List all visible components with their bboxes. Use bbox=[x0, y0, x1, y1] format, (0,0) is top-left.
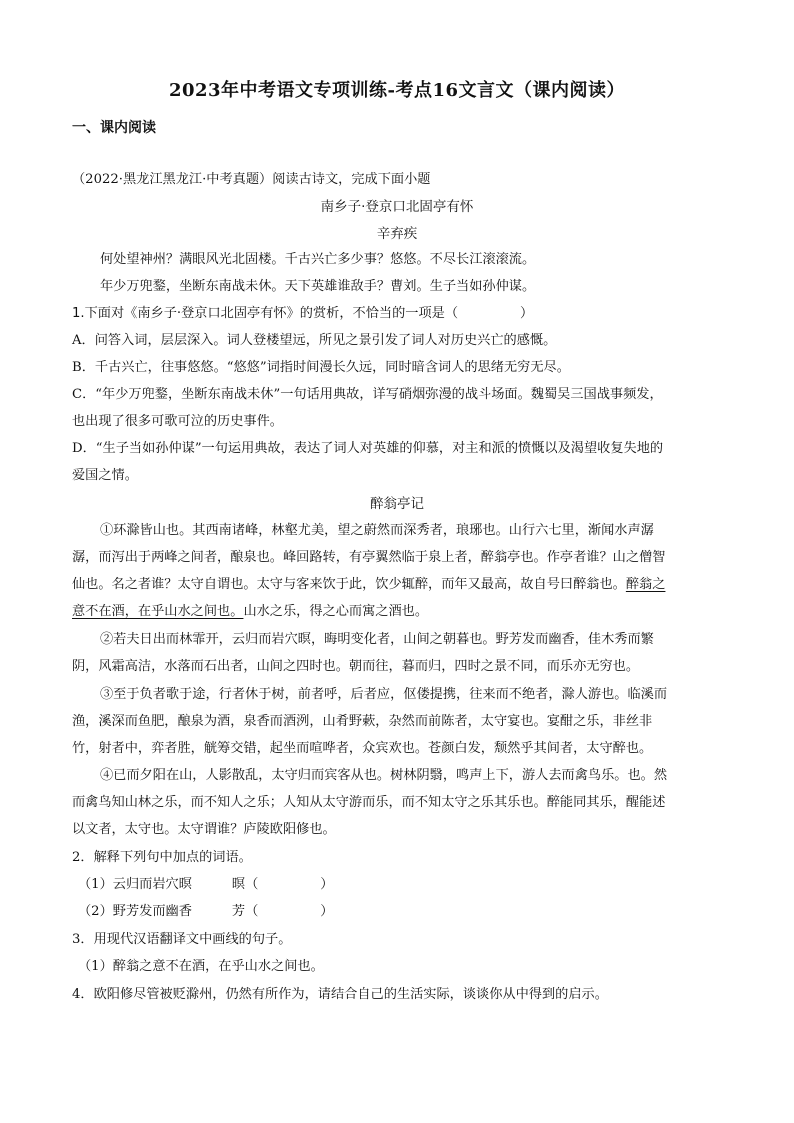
essay-paragraph-3-line: 渔，溪深而鱼肥，酿泉为酒，泉香而酒洌，山肴野蔌，杂然而前陈者，太守宴也。宴酣之乐，非丝非 bbox=[72, 714, 653, 729]
essay-title: 醉翁亭记 bbox=[370, 496, 424, 512]
question-3-item-1: （1）醉翁之意不在酒，在乎山水之间也。 bbox=[78, 959, 324, 974]
underlined-sentence: 醉翁之 bbox=[625, 577, 666, 592]
page-title: 2023年中考语文专项训练-考点16文言文（课内阅读） bbox=[168, 80, 626, 101]
item-word: 芳（ bbox=[231, 904, 259, 919]
essay-paragraph-1-line: ①环滁皆山也。其西南诸峰，林壑尤美，望之蔚然而深秀者，琅琊也。山行六七里，渐闻水声潺 bbox=[100, 523, 654, 538]
option-a: A．问答入词，层层深入。词人登楼望远，所见之景引发了词人对历史兴亡的感慨。 bbox=[72, 333, 557, 348]
option-d-continued: 爱国之情。 bbox=[72, 468, 138, 483]
essay-text: 山水之乐，得之心而寓之酒也。 bbox=[243, 604, 429, 619]
item-sentence: （2）野芳发而幽香 bbox=[78, 904, 192, 919]
poem-author: 辛弃疾 bbox=[376, 226, 418, 242]
poem-line: 何处望神州？满眼风光北固楼。千古兴亡多少事？悠悠。不尽长江滚滚流。 bbox=[100, 252, 536, 267]
essay-paragraph-1-line bbox=[72, 603, 428, 621]
question-2-item-1 bbox=[78, 876, 333, 894]
essay-text: 仙也。名之者谁？太守自谓也。太守与客来饮于此，饮少辄醉，而年又最高，故自号曰醉翁也。 bbox=[72, 577, 626, 592]
source-line: （2022·黑龙江黑龙江·中考真题）阅读古诗文，完成下面小题 bbox=[72, 172, 431, 187]
option-b: B．千古兴亡，往事悠悠。“悠悠”词指时间漫长久远，同时暗含词人的思绪无穷无尽。 bbox=[72, 360, 570, 375]
essay-paragraph-3-line: ③至于负者歌于途，行者休于树，前者呼，后者应，伛偻提携，往来而不绝者，滁人游也。临溪而 bbox=[100, 687, 668, 702]
essay-paragraph-4-line: 而禽鸟知山林之乐，而不知人之乐；人知从太守游而乐，而不知太守之乐其乐也。醉能同其乐，醒能述 bbox=[72, 795, 666, 810]
section-heading: 一、课内阅读 bbox=[72, 120, 156, 136]
essay-paragraph-4-line: ④已而夕阳在山，人影散乱，太守归而宾客从也。树林阴翳，鸣声上下，游人去而禽鸟乐。也。然 bbox=[100, 768, 668, 783]
item-word-end: ） bbox=[320, 877, 334, 892]
essay-paragraph-3-line: 竹，射者中，弈者胜，觥筹交错，起坐而喧哗者，众宾欢也。苍颜白发，颓然乎其间者，太守醉也。 bbox=[72, 741, 653, 756]
poem-line: 年少万兜鍪，坐断东南战未休。天下英雄谁敌手？曹刘。生子当如孙仲谋。 bbox=[100, 279, 536, 294]
poem-title: 南乡子·登京口北固亭有怀 bbox=[320, 199, 474, 215]
question-2-item-2 bbox=[78, 903, 333, 921]
question-1-stem bbox=[72, 305, 533, 323]
essay-paragraph-1-line: 潺，而泻出于两峰之间者，酿泉也。峰回路转，有亭翼然临于泉上者，醉翁亭也。作亭者谁？山之僧智 bbox=[72, 550, 666, 565]
option-c: C．“年少万兜鍪，坐断东南战未休”一句话用典故，详写硝烟弥漫的战斗场面。魏蜀吴三国战事频发， bbox=[72, 387, 663, 402]
underlined-sentence: 意不在酒，在乎山水之间也。 bbox=[72, 604, 244, 619]
item-sentence: （1）云归而岩穴暝 bbox=[78, 877, 192, 892]
question-3-stem: 3．用现代汉语翻译文中画线的句子。 bbox=[72, 932, 292, 947]
essay-paragraph-1-line bbox=[72, 576, 665, 594]
question-1-stem-end: ） bbox=[520, 306, 534, 321]
essay-paragraph-2-line: 阴，风霜高洁，水落而石出者，山间之四时也。朝而往，暮而归，四时之景不同，而乐亦无穷也。 bbox=[72, 659, 640, 674]
question-2-stem: 2．解释下列句中加点的词语。 bbox=[72, 850, 252, 865]
essay-paragraph-2-line: ②若夫日出而林霏开，云归而岩穴暝，晦明变化者，山间之朝暮也。野芳发而幽香，佳木秀而繁 bbox=[100, 632, 654, 647]
question-1-stem-text: 1.下面对《南乡子·登京口北固亭有怀》的赏析，不恰当的一项是（ bbox=[72, 306, 459, 321]
question-4-stem: 4．欧阳修尽管被贬滁州，仍然有所作为，请结合自己的生活实际，谈谈你从中得到的启示。 bbox=[72, 987, 608, 1002]
option-c-continued: 也出现了很多可歌可泣的历史事件。 bbox=[72, 414, 283, 429]
option-d: D．“生子当如孙仲谋”一句运用典故，表达了词人对英雄的仰慕，对主和派的愤慨以及渴望收复失地的 bbox=[72, 441, 664, 456]
item-word: 暝（ bbox=[231, 877, 259, 892]
essay-paragraph-4-line: 以文者，太守也。太守谓谁？庐陵欧阳修也。 bbox=[72, 822, 336, 837]
item-word-end: ） bbox=[320, 904, 334, 919]
